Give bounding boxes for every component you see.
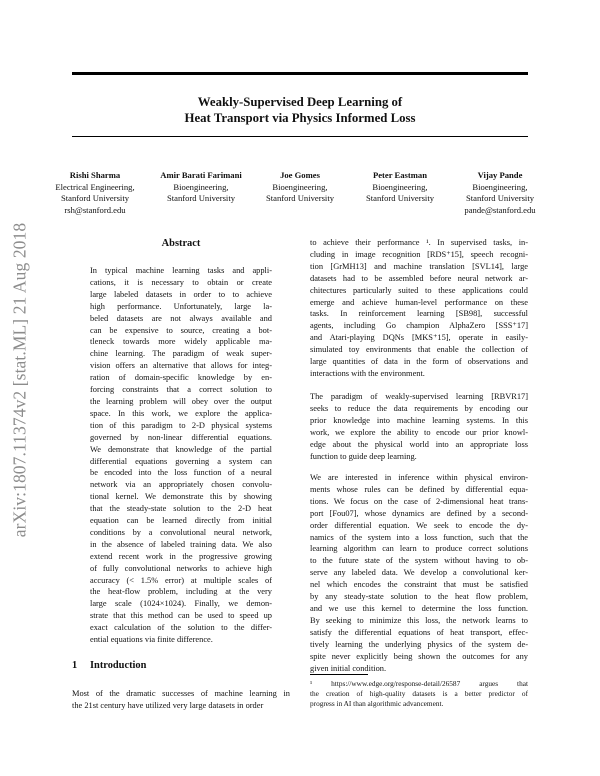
abstract-heading: Abstract [161, 238, 201, 249]
title-line: Weakly-Supervised Deep Learning of [197, 95, 403, 109]
intro-paragraph [310, 472, 528, 674]
author-affiliation: Bioengineering, [272, 181, 328, 192]
text-line: conditions by a convolutional neural network, [90, 527, 272, 537]
text-line: extend recent work in the progressive growing [90, 551, 272, 561]
title-top-rule [72, 72, 528, 75]
author-affiliation: Bioengineering, [372, 181, 428, 192]
author-name: Rishi Sharma [69, 170, 121, 180]
text-line: that the steady-state solution to the 2-D heat [90, 504, 272, 514]
author-name: Vijay Pande [477, 170, 523, 180]
author-affiliation: Bioengineering, [173, 181, 229, 192]
text-line: the 21st century have utilized very large datasets in order [72, 700, 264, 710]
intro-paragraph [310, 237, 528, 380]
text-line: edge about the physical world into an appropriate loss [310, 439, 528, 449]
text-line: governed by non-linear differential equations. [90, 432, 272, 442]
intro-paragraph [310, 391, 528, 462]
text-line: and we use this kernel to determine the loss function. [310, 603, 528, 613]
text-line: beled datasets are not always available and [90, 313, 272, 323]
author-affiliation: Stanford University [265, 193, 335, 204]
text-line: the learning problem will obey over the output [90, 396, 272, 406]
text-line: in the absence of labeled training data. We also [90, 539, 272, 549]
text-line: cations, it is necessary to obtain or create [90, 277, 272, 287]
text-line: forcing constraints that a correct solution to [90, 385, 272, 395]
text-line: Most of the dramatic successes of machine learning in [72, 689, 290, 698]
author-name: Joe Gomes [280, 170, 320, 180]
author-affiliation: Stanford University [166, 193, 236, 204]
text-line: large quantities of data in the form of observations and [310, 357, 528, 367]
text-line: strate that this method can be used to speed up [90, 611, 272, 621]
section-heading [72, 660, 146, 671]
text-line: simulated toy environments that enable the collection of [310, 345, 528, 355]
author-affiliation: Electrical Engineering, [55, 181, 135, 192]
text-line: equation can be learned directly from initial [90, 516, 272, 526]
text-line: tively learning the underlying physics of the system de- [310, 639, 528, 649]
text-line: In typical machine learning tasks and appli- [90, 266, 272, 275]
text-line: tasks. In reinforcement learning [SB98], successful [310, 309, 528, 319]
text-line: prior knowledge into machine learning systems. In this [310, 415, 528, 425]
text-line: cluding in image recognition [RDS⁺15], speech recogni- [310, 249, 528, 259]
text-line: large labeled datasets in order to to achieve [90, 289, 272, 299]
footnote [310, 679, 528, 709]
text-line: the heat-flow problem, including at the very [90, 587, 272, 597]
text-line: chitectures particularly suited to these applications could [310, 285, 528, 295]
text-line: progress in AI than algorithmic advancement. [310, 698, 444, 708]
author-affiliation: Bioengineering, [472, 181, 528, 192]
author-name: Amir Barati Farimani [160, 170, 242, 180]
text-line: By seeking to minimize this loss, the network learns to [310, 615, 528, 625]
author-block [146, 170, 256, 205]
text-line: to achieve their performance ¹. In supervised tasks, in- [310, 238, 528, 247]
text-line: namics of the system into a loss function, such that the [310, 532, 528, 542]
text-line: work, we explore the ability to encode our prior knowl- [310, 427, 528, 437]
text-line: to the future state of the system without having to ob- [310, 556, 528, 566]
text-line: exact calculation of the solution to the differ- [90, 623, 272, 633]
text-line: learning algorithm can learn to produce correct solutions [310, 544, 528, 554]
text-line: vision offers an alternative that allows for integ- [90, 361, 272, 371]
text-line: tion [GrMH13] and machine translation [SVL14], large [310, 261, 528, 271]
text-line: by any steady-state solution to the heat flow problem, [310, 592, 528, 602]
author-block [350, 170, 450, 205]
text-line: accuracy (< 1.5% error) at multiple scales of [90, 575, 272, 585]
text-line: satisfy the differential equations of heat transport, effec- [310, 627, 528, 637]
text-line: ¹ https://www.edge.org/response-detail/26587 argues that [310, 679, 528, 688]
title-line: Heat Transport via Physics Informed Loss [184, 111, 416, 125]
intro-paragraph [72, 688, 290, 712]
text-line: tional kernel. We demonstrate this by showing [90, 492, 272, 502]
arxiv-identifier-stamp [2, 194, 38, 566]
text-line: datasets had to be assembled before neural network ar- [310, 273, 528, 283]
text-line: the creation of high-quality datasets is a better predictor of [310, 688, 528, 698]
text-line: tions. We focus on the case of 2-dimensional heat trans- [310, 496, 528, 506]
author-name: Peter Eastman [372, 170, 428, 180]
text-line: differential equations governing a system can [90, 456, 272, 466]
text-line: network via an appropriately chosen convolu- [90, 480, 272, 490]
paper-title [72, 94, 528, 126]
text-line: function to guide deep learning. [310, 451, 417, 461]
text-line: tion of this paradigm to 2-D physical systems [90, 420, 272, 430]
text-line: tleneck towards more widely applicable ma- [90, 337, 272, 347]
author-email: rsh@stanford.edu [64, 204, 126, 215]
text-line: serve any labeled data. We develop a convolutional ker- [310, 568, 528, 578]
author-email: pande@stanford.edu [464, 204, 536, 215]
title-bottom-rule [72, 136, 528, 137]
text-line: be encoded into the loss function of a neural [90, 468, 272, 478]
text-line: and Atari-playing DQNs [MKS⁺15], operate in easily- [310, 333, 528, 343]
author-affiliation: Stanford University [465, 193, 535, 204]
arxiv-identifier-text: arXiv:1807.11374v2 [stat.ML] 21 Aug 2018 [9, 222, 30, 538]
text-line: emerge and achieve human-level performance on these [310, 297, 528, 307]
text-line: seeks to reduce the data requirements by encoding our [310, 403, 528, 413]
text-line: space. In this work, we explore the applica- [90, 408, 272, 418]
text-line: ration of domain-specific knowledge by en- [90, 373, 272, 383]
text-line: nel which encodes the constraint that must be satisfied [310, 580, 528, 590]
text-line: chine learning. The paradigm of weak super- [90, 349, 272, 359]
text-line: spite never explicitly being shown the outcomes for any [310, 651, 528, 661]
section-number: 1 [72, 660, 78, 671]
footnote-rule [310, 674, 368, 675]
text-line: order differential equation. We seek to encode the dy- [310, 520, 528, 530]
text-line: We demonstrate that knowledge of the partial [90, 444, 272, 454]
author-block [250, 170, 350, 205]
abstract-body [90, 265, 272, 646]
text-line: We are interested in inference within physical environ- [310, 473, 528, 482]
section-title: Introduction [90, 660, 147, 671]
text-line: ential equations via finite difference. [90, 635, 213, 645]
text-line: The paradigm of weakly-supervised learning [RBVR17] [310, 392, 528, 401]
text-line: port [Fou07], whose dynamics are defined by a second- [310, 508, 528, 518]
author-affiliation: Stanford University [365, 193, 435, 204]
text-line: given initial condition. [310, 663, 387, 673]
author-block [451, 170, 549, 216]
text-line: agents, including Go champion AlphaZero [SSS⁺17] [310, 321, 528, 331]
text-line: can be expensive to source, creating a bot- [90, 325, 272, 335]
text-line: of fully convolutional networks to achieve high [90, 563, 272, 573]
author-affiliation: Stanford University [60, 193, 130, 204]
text-line: interactions with the environment. [310, 368, 425, 378]
author-block [45, 170, 145, 216]
text-line: ments whose rules can be defined by differential equa- [310, 484, 528, 494]
text-line: high performance. Unfortunately, large la- [90, 301, 272, 311]
text-line: large scale (1024×1024). Finally, we demon- [90, 599, 272, 609]
